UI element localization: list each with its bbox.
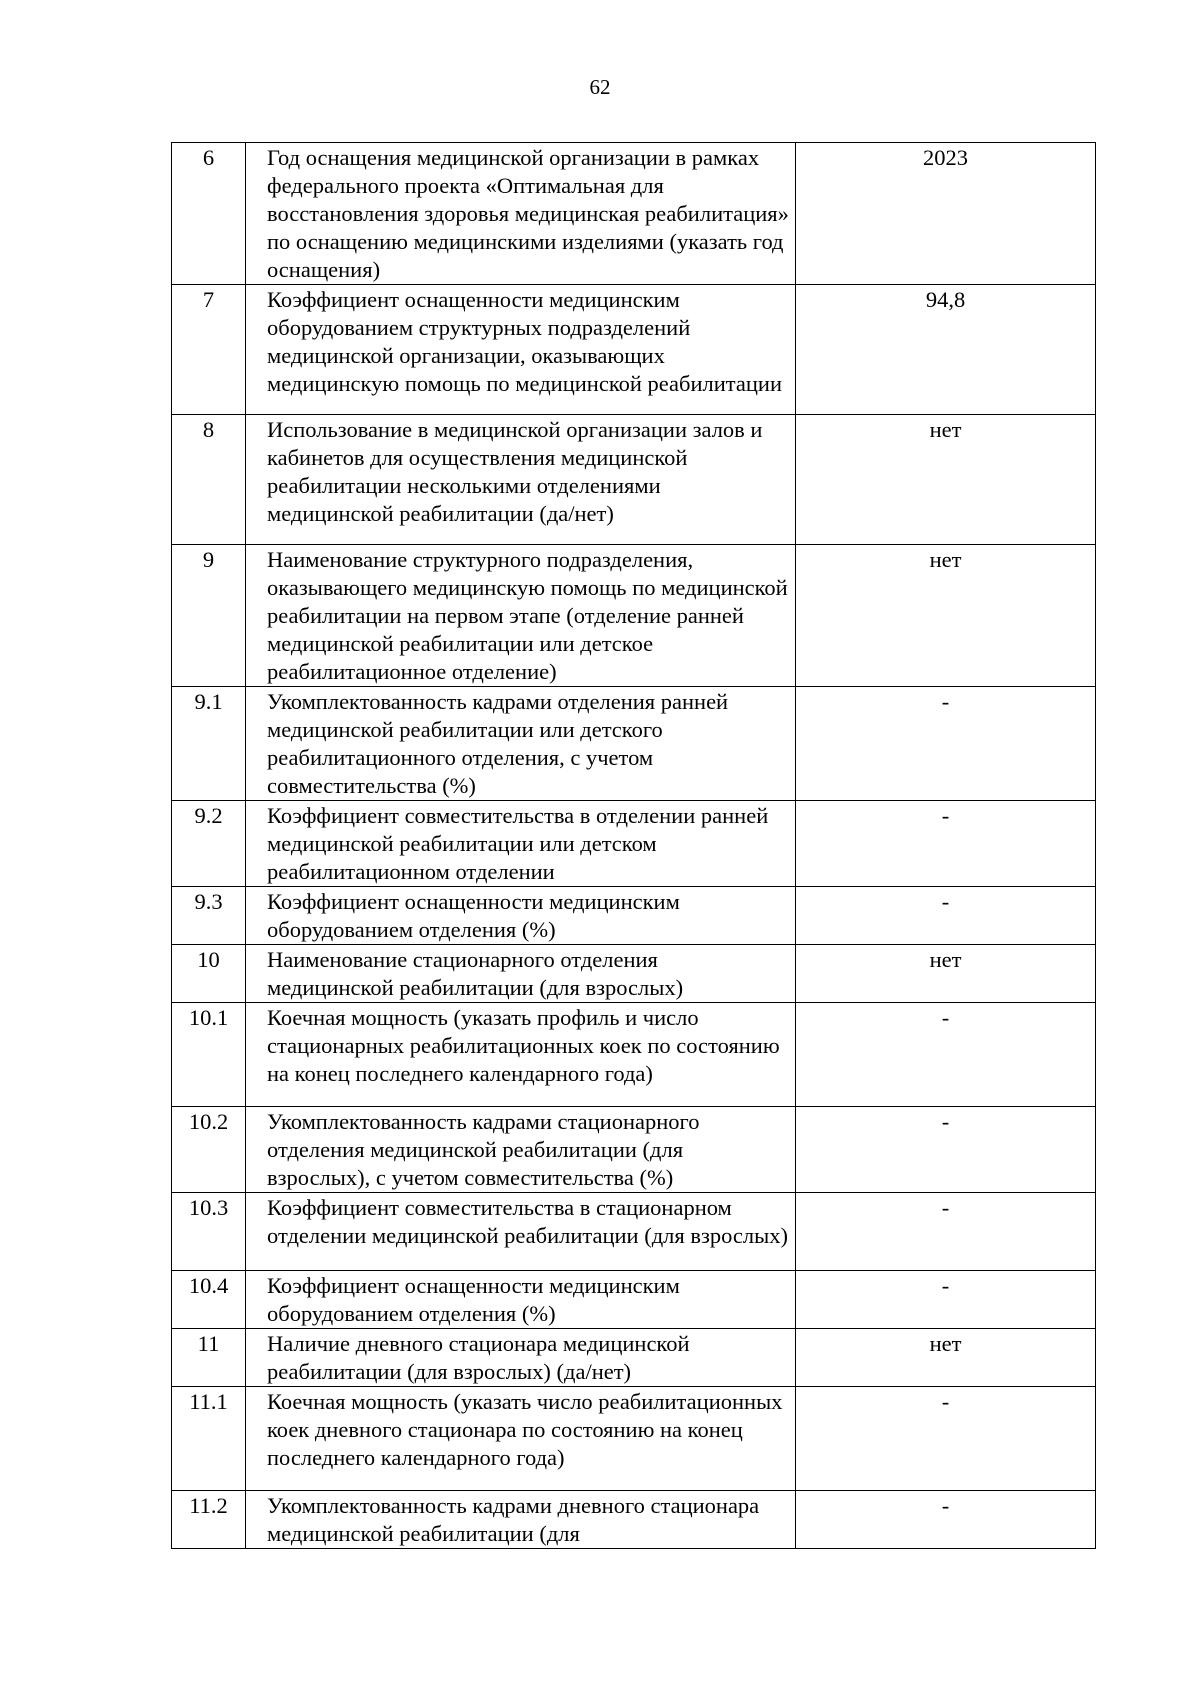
row-number-cell	[172, 1491, 246, 1549]
row-number: 8	[202, 417, 215, 442]
row-value: нет	[929, 1331, 962, 1356]
table-row	[172, 143, 1096, 285]
row-description: Коэффициент оснащенности медицинским оборудованием отделения (%)	[267, 889, 680, 942]
row-value-cell	[796, 143, 1096, 285]
row-number-cell	[172, 415, 246, 545]
row-value-cell	[796, 1003, 1096, 1107]
row-description-cell	[246, 1003, 796, 1107]
row-number: 9	[202, 547, 215, 572]
row-value-cell	[796, 285, 1096, 415]
row-number-cell	[172, 1107, 246, 1193]
row-number: 9.2	[194, 803, 223, 828]
row-description: Наименование структурного подразделения, оказывающего медицинскую помощь по медицинской реабилитации на первом этапе (отделение ранней медицинской реабилитации или детское реабилитационное отделение)	[267, 547, 788, 684]
row-number: 7	[202, 287, 215, 312]
table-row	[172, 945, 1096, 1003]
table-row	[172, 545, 1096, 687]
row-description: Наличие дневного стационара медицинской реабилитации (для взрослых) (да/нет)	[267, 1331, 690, 1384]
row-number: 10.3	[188, 1195, 229, 1220]
table-row	[172, 415, 1096, 545]
row-description-cell	[246, 545, 796, 687]
row-number: 11.2	[189, 1493, 228, 1518]
row-description-cell	[246, 1329, 796, 1387]
row-value: нет	[929, 417, 962, 442]
row-description-cell	[246, 1107, 796, 1193]
row-value-cell	[796, 1107, 1096, 1193]
row-value: -	[941, 1273, 950, 1298]
row-number-cell	[172, 887, 246, 945]
row-description-cell	[246, 801, 796, 887]
row-number: 9.1	[194, 689, 223, 714]
indicators-table	[171, 142, 1096, 1549]
row-description-cell	[246, 415, 796, 545]
row-value: -	[941, 1195, 950, 1220]
row-number-cell	[172, 545, 246, 687]
row-description-cell	[246, 143, 796, 285]
row-number-cell	[172, 1329, 246, 1387]
row-number: 11.1	[189, 1389, 228, 1414]
row-description-cell	[246, 1491, 796, 1549]
row-value: 2023	[923, 145, 968, 170]
row-value-cell	[796, 1387, 1096, 1491]
table-row	[172, 887, 1096, 945]
row-value-cell	[796, 1491, 1096, 1549]
table-row	[172, 687, 1096, 801]
row-description: Укомплектованность кадрами отделения ранней медицинской реабилитации или детского реабилитационного отделения, с учетом совместительства (%)	[267, 689, 729, 798]
row-number-cell	[172, 1271, 246, 1329]
row-value-cell	[796, 545, 1096, 687]
row-description-cell	[246, 285, 796, 415]
table-row	[172, 1387, 1096, 1491]
row-value-cell	[796, 1329, 1096, 1387]
row-value: нет	[929, 947, 962, 972]
table-row	[172, 1003, 1096, 1107]
row-description: Коэффициент совместительства в отделении ранней медицинской реабилитации или детском реабилитационном отделении	[267, 803, 769, 884]
row-description: Коэффициент оснащенности медицинским оборудованием структурных подразделений медицинской организации, оказывающих медицинскую помощь по медицинской реабилитации	[267, 287, 783, 396]
row-number: 10.4	[188, 1273, 229, 1298]
row-description-cell	[246, 887, 796, 945]
row-number: 6	[202, 145, 215, 170]
table-row	[172, 1491, 1096, 1549]
row-description: Коечная мощность (указать число реабилитационных коек дневного стационара по состоянию на конец последнего календарного года)	[267, 1389, 783, 1470]
row-value-cell	[796, 1193, 1096, 1271]
row-number-cell	[172, 1387, 246, 1491]
table-row	[172, 1193, 1096, 1271]
row-description: Укомплектованность кадрами дневного стационара медицинской реабилитации (для	[267, 1493, 760, 1546]
row-number: 10.2	[188, 1109, 229, 1134]
row-value-cell	[796, 1271, 1096, 1329]
table-row	[172, 1271, 1096, 1329]
row-description: Год оснащения медицинской организации в рамках федерального проекта «Оптимальная для восстановления здоровья медицинская реабилитация» по оснащению медицинскими изделиями (указать год оснащения)	[267, 145, 789, 282]
row-number-cell	[172, 945, 246, 1003]
row-value: -	[941, 1005, 950, 1030]
row-description-cell	[246, 945, 796, 1003]
row-value: нет	[929, 547, 962, 572]
row-value-cell	[796, 887, 1096, 945]
row-value: -	[941, 803, 950, 828]
table-row	[172, 1329, 1096, 1387]
row-number-cell	[172, 285, 246, 415]
row-value-cell	[796, 687, 1096, 801]
row-number: 10.1	[188, 1005, 229, 1030]
row-description: Использование в медицинской организации залов и кабинетов для осуществления медицинской реабилитации несколькими отделениями медицинской реабилитации (да/нет)	[267, 417, 763, 526]
page-number: 62	[589, 75, 611, 99]
row-description: Наименование стационарного отделения медицинской реабилитации (для взрослых)	[267, 947, 684, 1000]
row-number-cell	[172, 1003, 246, 1107]
row-description-cell	[246, 687, 796, 801]
row-value: -	[941, 1493, 950, 1518]
row-value: 94,8	[925, 287, 966, 312]
row-description: Коэффициент оснащенности медицинским оборудованием отделения (%)	[267, 1273, 680, 1326]
row-number-cell	[172, 801, 246, 887]
row-number-cell	[172, 143, 246, 285]
row-number: 11	[197, 1331, 220, 1356]
table-row	[172, 285, 1096, 415]
row-value: -	[941, 689, 950, 714]
row-value-cell	[796, 801, 1096, 887]
table-row	[172, 1107, 1096, 1193]
row-description-cell	[246, 1193, 796, 1271]
row-number-cell	[172, 1193, 246, 1271]
row-description-cell	[246, 1387, 796, 1491]
table-row	[172, 801, 1096, 887]
row-description: Коэффициент совместительства в стационарном отделении медицинской реабилитации (для взрослых)	[267, 1195, 789, 1248]
row-value-cell	[796, 415, 1096, 545]
row-value: -	[941, 1389, 950, 1414]
row-value-cell	[796, 945, 1096, 1003]
row-value: -	[941, 1109, 950, 1134]
row-value: -	[941, 889, 950, 914]
row-number-cell	[172, 687, 246, 801]
row-number: 9.3	[194, 889, 223, 914]
row-description: Укомплектованность кадрами стационарного отделения медицинской реабилитации (для взрослых), с учетом совместительства (%)	[267, 1109, 700, 1190]
row-description-cell	[246, 1271, 796, 1329]
row-number: 10	[197, 947, 220, 972]
row-description: Коечная мощность (указать профиль и число стационарных реабилитационных коек по состоянию на конец последнего календарного года)	[267, 1005, 780, 1086]
